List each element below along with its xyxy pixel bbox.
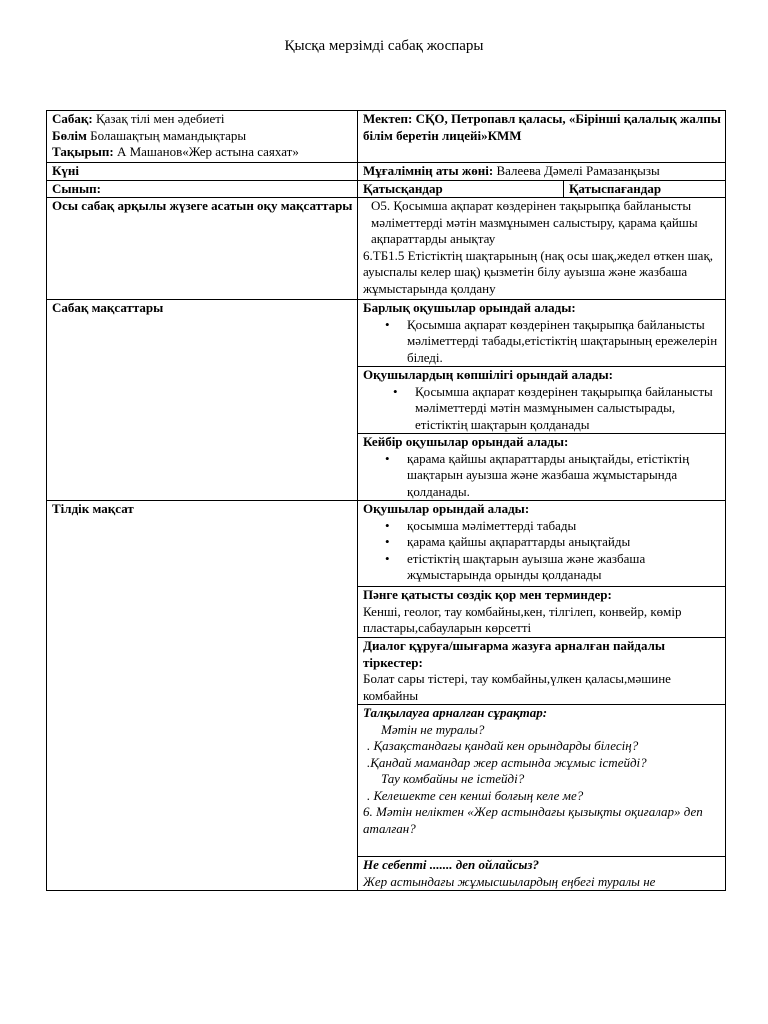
questions-cell (358, 705, 726, 857)
why-cell (358, 857, 726, 891)
dialog-cell (358, 638, 726, 705)
table-row-goals-all (47, 300, 726, 367)
question-item: . Қазақстандағы қандай кен орындарды білесің? (367, 738, 639, 753)
lesson-section: Бөлім Болашақтың мамандықтары (52, 127, 247, 143)
lesson-goals-label: Сабақ мақсаттары (47, 300, 358, 501)
lesson-subject: Сабақ: Қазақ тілі мен әдебиеті (52, 111, 225, 126)
list-item: • Қосымша ақпарат көздерінен тақырыпқа байланысты мәліметтерді мәтін мазмұнымен салыстырады, етістіктің шақтарын қолданады (415, 384, 721, 434)
list-item: • қосымша мәліметтерді табады (407, 518, 721, 535)
vocabulary-cell (358, 587, 726, 638)
table-row-day (47, 163, 726, 181)
goals-some-cell (358, 434, 726, 501)
why-text: Жер астындағы жұмысшылардың еңбегі туралы не (363, 873, 656, 889)
document-title: Қысқа мерзімді сабақ жоспары (284, 38, 484, 54)
absent-label: Қатыспағандар (564, 180, 726, 198)
objective-tb: 6.ТБ1.5 Етістіктің шақтарының (нақ осы шақ,жедел өткен шақ, ауыспалы келер шақ) қызметін білу ауызша және жазбаша жұмыстарында қолдану (363, 247, 714, 296)
goals-all-list (363, 317, 721, 367)
table-row-class (47, 180, 726, 198)
goals-some-heading: Кейбір оқушылар орындай алады: (363, 434, 569, 449)
language-students-cell (358, 501, 726, 587)
dialog-heading: Диалог құруға/шығарма жазуға арналған пайдалы тіркестер: (363, 638, 666, 670)
question-item: Мәтін не туралы? (381, 721, 485, 737)
language-goal-label: Тілдік мақсат (47, 501, 358, 891)
objectives-cell (358, 198, 726, 300)
school-cell (358, 111, 726, 163)
class-label: Сынып: (47, 180, 358, 198)
day-label: Күні (47, 163, 358, 181)
list-item: • Қосымша ақпарат көздерінен тақырыпқа байланысты мәліметтерді табады,етістіктің шақтарының ережелерін біледі. (407, 317, 721, 367)
questions-heading: Талқылауға арналған сұрақтар: (363, 705, 548, 720)
objective-o5: О5. Қосымша ақпарат көздерінен тақырыпқа байланысты мәліметтерді мәтін мазмұнымен салыстыру, қарама қайшы ақпараттарды анықтау (371, 198, 698, 246)
school-name: Мектеп: СҚО, Петропавл қаласы, «Бірінші қалалық жалпы білім беретін лицейі»КММ (363, 111, 721, 143)
goals-some-list (363, 451, 721, 501)
objectives-label: Осы сабақ арқылы жүзеге асатын оқу мақсаттары (47, 198, 358, 300)
goals-all-heading: Барлық оқушылар орындай алады: (363, 300, 576, 315)
question-item: . Келешекте сен кенші болғың келе ме? (367, 787, 584, 803)
question-item: Тау комбайны не істейді? (381, 771, 525, 786)
list-item: • етістіктің шақтарын ауызша және жазбаша жұмыстарында орынды қолданады (407, 551, 721, 584)
present-label: Қатысқандар (358, 180, 564, 198)
table-row-header (47, 111, 726, 163)
list-item: • қарама қайшы ақпараттарды анықтайды, етістіктің шақтарын ауызша және жазбаша жұмыстарында қолданады. (407, 451, 721, 501)
list-item: • қарама қайшы ақпараттарды анықтайды (407, 534, 721, 551)
table-row-language-students (47, 501, 726, 587)
why-heading: Не себепті ....... деп ойлайсыз? (363, 857, 539, 872)
lesson-plan-table (46, 110, 726, 891)
question-item: 6. Мәтін неліктен «Жер астындағы қызықты оқиғалар» деп аталған? (363, 804, 703, 836)
language-students-heading: Оқушылар орындай алады: (363, 501, 530, 516)
goals-most-list (363, 384, 721, 434)
teacher-cell: Мұғалімнің аты жөні: Валеева Дәмелі Рамазанқызы (358, 163, 726, 181)
goals-most-heading: Оқушылардың көпшілігі орындай алады: (363, 367, 613, 382)
vocabulary-text: Кенші, геолог, тау комбайны,кен, тілгілеп, конвейр, көмір пластары,сабауларын көрсетті (363, 603, 682, 635)
goals-most-cell (358, 367, 726, 434)
question-item: .Қандай мамандар жер астында жұмыс істейді? (367, 754, 647, 770)
lesson-info-cell (47, 111, 358, 163)
table-row-objectives (47, 198, 726, 300)
dialog-text: Болат сары тістері, тау комбайны,үлкен қаласы,мәшине комбайны (363, 671, 671, 703)
lesson-topic: Тақырып: А Машанов«Жер астына саяхат» (52, 144, 299, 159)
language-students-list (363, 518, 721, 584)
goals-all-cell (358, 300, 726, 367)
vocabulary-heading: Пәнге қатысты сөздік қор мен терминдер: (363, 587, 612, 602)
